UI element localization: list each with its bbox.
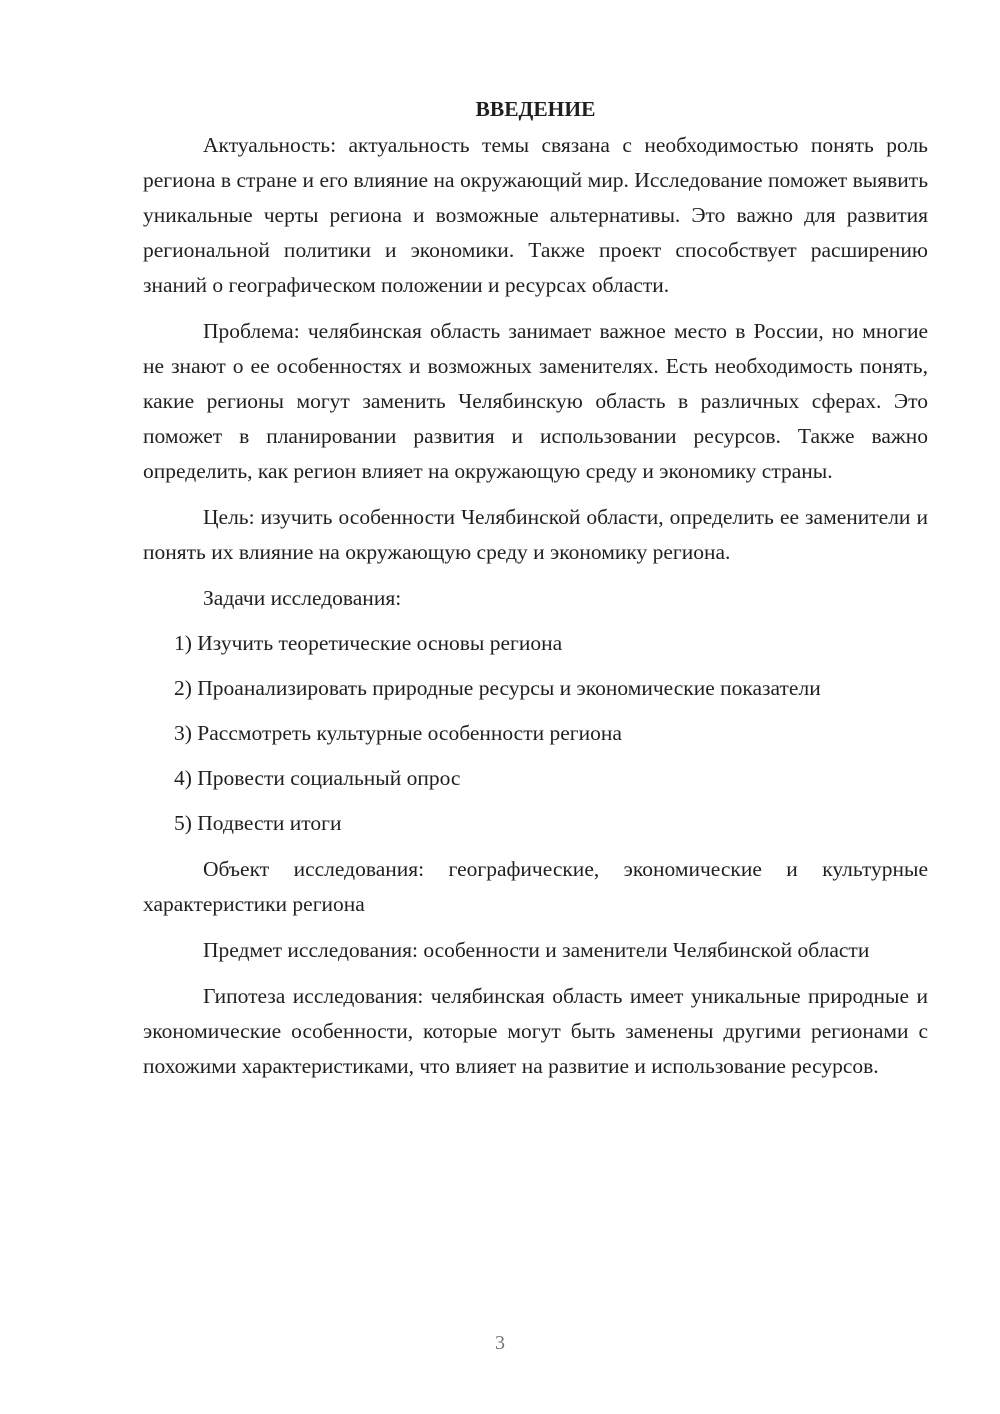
tasks-heading: Задачи исследования: [203, 586, 402, 610]
paragraph-goal: Цель: изучить особенности Челябинской области, определить ее заменители и понять их влияние на окружающую среду и экономику региона. [143, 505, 928, 564]
list-item: 2) Проанализировать природные ресурсы и экономические показатели [174, 676, 821, 700]
paragraph-hypothesis: Гипотеза исследования: челябинская область имеет уникальные природные и экономические особенности, которые могут быть заменены другими регионами с похожими характеристиками, что влияет на развитие и использование ресурсов. [143, 984, 928, 1078]
paragraph-object: Объект исследования: географические, экономические и культурные характеристики региона [143, 857, 928, 916]
list-item: 3) Рассмотреть культурные особенности региона [174, 721, 622, 745]
document-page [143, 92, 928, 1084]
list-item: 4) Провести социальный опрос [174, 766, 461, 790]
page-title: ВВЕДЕНИЕ [475, 97, 596, 121]
paragraph-subject: Предмет исследования: особенности и заменители Челябинской области [203, 938, 870, 962]
page-number: 3 [495, 1332, 505, 1354]
list-item: 5) Подвести итоги [174, 811, 342, 835]
paragraph-problem: Проблема: челябинская область занимает важное место в России, но многие не знают о ее особенностях и возможных заменителях. Есть необходимость понять, какие регионы могут заменить Челябинскую область в различных сферах. Это поможет в планировании развития и использовании ресурсов. Также важно определить, как регион влияет на окружающую среду и экономику страны. [143, 319, 928, 483]
tasks-list [143, 626, 928, 841]
list-item: 1) Изучить теоретические основы региона [174, 631, 563, 655]
paragraph-relevance: Актуальность: актуальность темы связана с необходимостью понять роль региона в стране и его влияние на окружающий мир. Исследование поможет выявить уникальные черты региона и возможные альтернативы. Это важно для развития региональной политики и экономики. Также проект способствует расширению знаний о географическом положении и ресурсах области. [143, 133, 928, 297]
